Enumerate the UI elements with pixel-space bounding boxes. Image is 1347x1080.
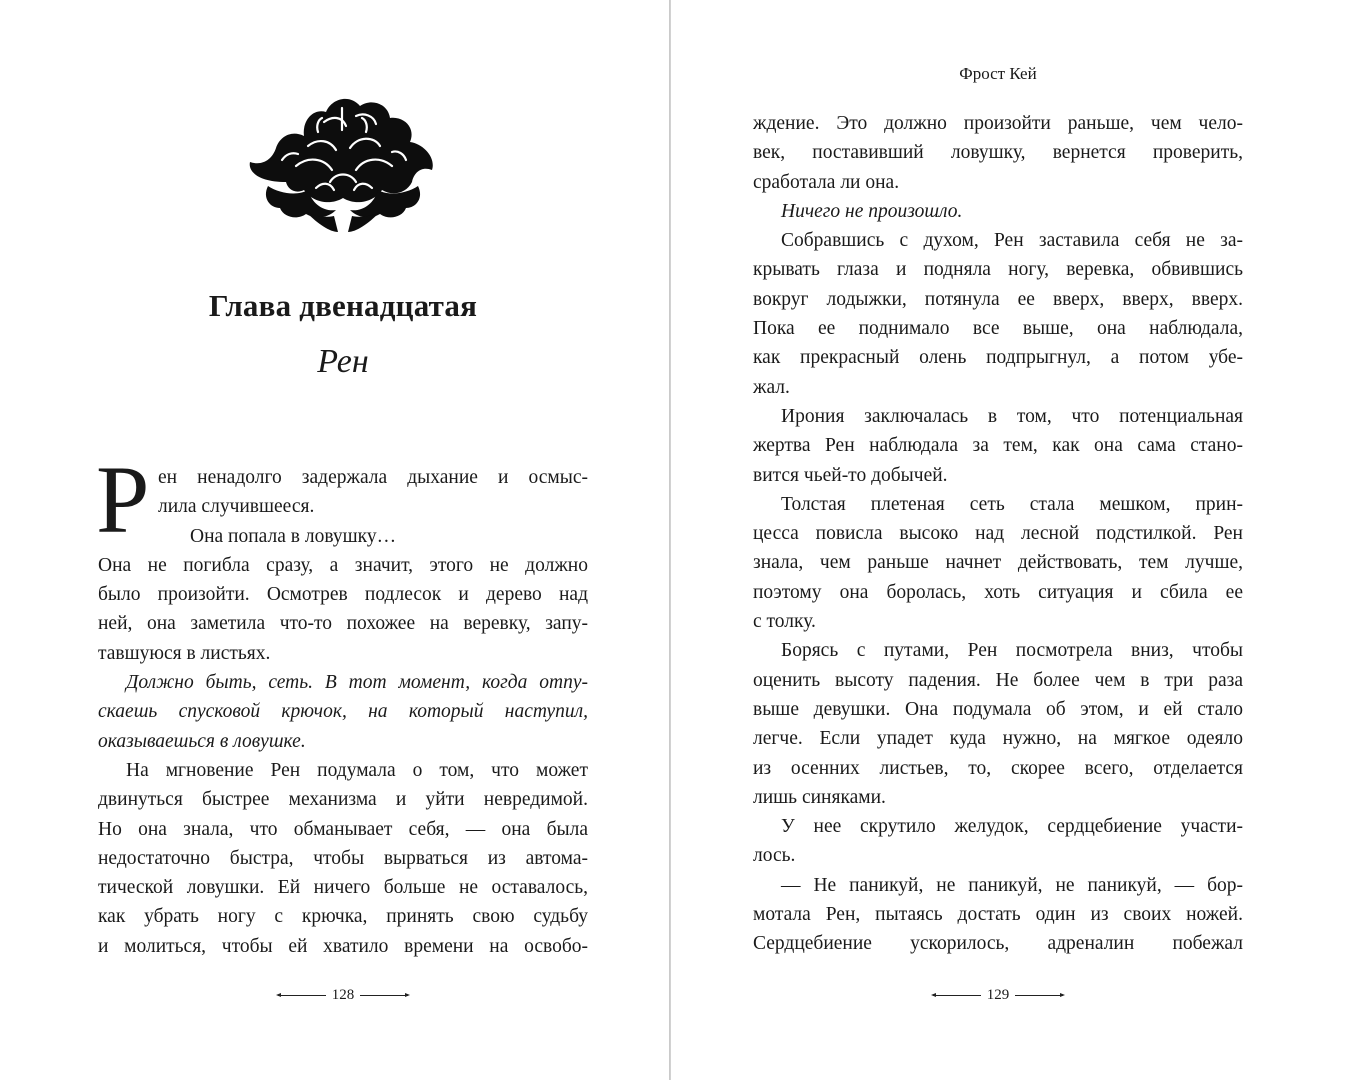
text-line: вится чьей-то добычей. xyxy=(753,464,948,486)
text-line: мотала Рен, пытаясь достать один из своих ножей. xyxy=(753,904,1243,926)
text-line: скаешь спусковой крючок, на который наступил, xyxy=(98,701,588,723)
text-line: Пока ее поднимало все выше, она наблюдала, xyxy=(753,318,1243,340)
drop-cap: Р xyxy=(96,446,150,553)
text-line: Она не погибла сразу, а значит, этого не должно xyxy=(98,554,588,576)
text-line: оценить высоту падения. Не более чем в три раза xyxy=(753,669,1243,691)
text-line: ен ненадолго задержала дыхание и осмыс- xyxy=(158,467,588,488)
page-number-text: 128 xyxy=(331,986,355,1003)
left-page-body xyxy=(98,463,588,961)
text-line: ждение. Это должно произойти раньше, чем чело- xyxy=(753,113,1243,134)
text-line: с толку. xyxy=(753,611,816,633)
text-line: лишь синяками. xyxy=(753,786,886,808)
text-line: Борясь с путами, Рен посмотрела вниз, чтобы xyxy=(781,640,1243,662)
text-line: цесса повисла высоко над лесной подстилкой. Рен xyxy=(753,523,1243,545)
folio-rule-left xyxy=(278,995,326,996)
text-line: тической ловушки. Ей ничего больше не оставалось, xyxy=(98,877,588,899)
text-line: Должно быть, сеть. В тот момент, когда отпу- xyxy=(126,672,588,694)
right-page-body xyxy=(753,109,1243,959)
peony-flower-icon xyxy=(246,86,440,232)
text-line: Ирония заключалась в том, что потенциальная xyxy=(781,405,1243,427)
text-line: выше девушки. Она подумала об этом, и ей стало xyxy=(753,698,1243,720)
chapter-subtitle: Рен xyxy=(317,343,369,380)
text-line: как прекрасный олень подпрыгнул, а потом убе- xyxy=(753,347,1243,369)
left-page xyxy=(0,0,669,1080)
folio-rule-right xyxy=(1015,995,1063,996)
running-head: Фрост Кей xyxy=(959,64,1037,83)
text-line: поэтому она боролась, хоть ситуация и сбила ее xyxy=(753,581,1243,603)
text-line: недостаточно быстра, чтобы вырваться из автома- xyxy=(98,847,588,869)
text-line: тавшуюся в листьях. xyxy=(98,642,271,664)
text-line: знала, чем раньше начнет действовать, тем лучше, xyxy=(753,552,1243,574)
right-page xyxy=(671,0,1347,1080)
text-line: сработала ли она. xyxy=(753,171,900,193)
text-line: Но она знала, что обманывает себя, — она была xyxy=(98,818,588,840)
text-line: Собравшись с духом, Рен заставила себя не за- xyxy=(781,230,1243,252)
text-line: было произойти. Осмотрев подлесок и дерево над xyxy=(98,584,588,606)
folio-rule-left xyxy=(933,995,981,996)
chapter-title: Глава двенадцатая xyxy=(208,288,478,323)
text-line: — Не паникуй, не паникуй, не паникуй, — бор- xyxy=(781,874,1243,896)
page-number xyxy=(270,984,416,1006)
text-line: У нее скрутило желудок, сердцебиение участи- xyxy=(781,816,1243,838)
text-line: Сердцебиение ускорилось, адреналин побежал xyxy=(753,933,1243,955)
text-line: крывать глаза и подняла ногу, веревка, обвившись xyxy=(753,259,1243,281)
text-line: и молиться, чтобы ей хватило времени на освобо- xyxy=(98,935,588,957)
text-line: ней, она заметила что-то похожее на веревку, запу- xyxy=(98,613,588,635)
text-line: легче. Если упадет куда нужно, на мягкое одеяло xyxy=(753,728,1243,750)
text-line: вокруг лодыжки, потянула ее вверх, вверх, вверх. xyxy=(753,288,1243,310)
text-line: Толстая плетеная сеть стала мешком, прин- xyxy=(781,493,1243,515)
folio-rule-right xyxy=(360,995,408,996)
text-line: из осенних листьев, то, скорее всего, отделается xyxy=(753,757,1243,779)
text-line: лось. xyxy=(753,845,796,867)
page-number xyxy=(925,984,1071,1006)
text-line: лила случившееся. xyxy=(158,496,315,518)
text-line: жертва Рен наблюдала за тем, как она сама стано- xyxy=(753,435,1243,457)
text-line: На мгновение Рен подумала о том, что может xyxy=(126,759,588,781)
text-line: Ничего не произошло. xyxy=(781,200,963,222)
text-line: Она попала в ловушку… xyxy=(190,525,397,547)
text-line: как убрать ногу с крючка, принять свою судьбу xyxy=(98,906,588,928)
text-line: жал. xyxy=(753,376,790,398)
text-line: оказываешься в ловушке. xyxy=(98,730,306,752)
text-line: двинуться быстрее механизма и уйти невредимой. xyxy=(98,789,588,811)
page-number-text: 129 xyxy=(986,986,1010,1003)
text-line: век, поставивший ловушку, вернется проверить, xyxy=(753,142,1243,164)
